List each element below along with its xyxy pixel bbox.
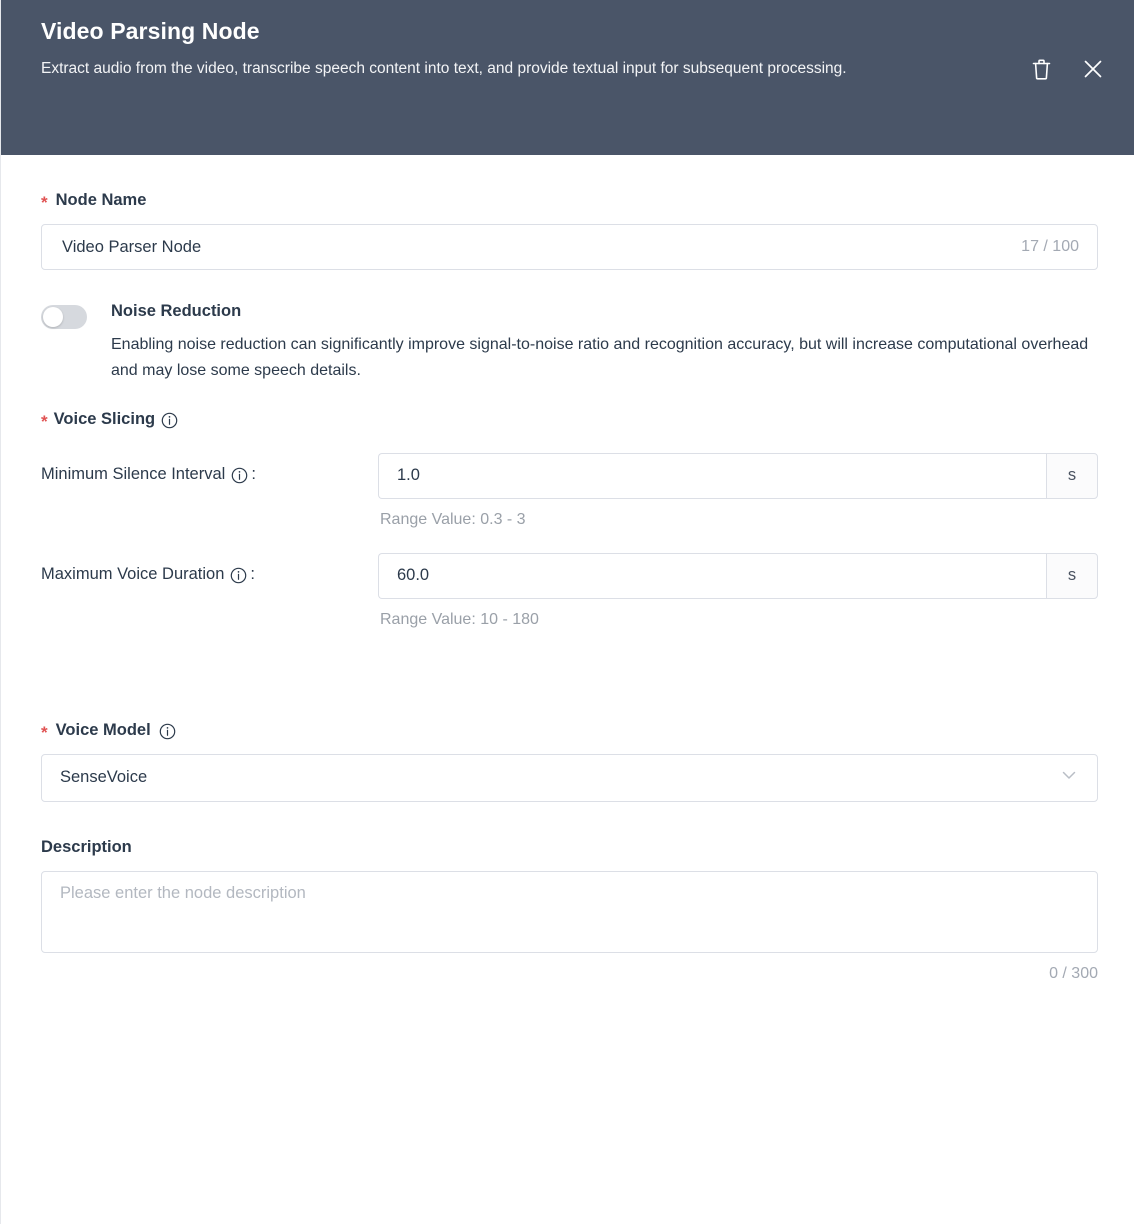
maximum-voice-duration-label [41,553,378,584]
noise-reduction-text [111,302,1098,384]
description-label-text: Description [41,837,132,856]
required-marker: * [41,193,48,212]
minimum-silence-interval-unit: s [1046,453,1098,499]
maximum-voice-duration-label-text: Maximum Voice Duration [41,564,225,583]
voice-model-selected-value: SenseVoice [60,768,148,787]
panel-description: Extract audio from the video, transcribe speech content into text, and provide textual input for subsequent processing. [41,59,847,77]
maximum-voice-duration-row [41,553,1098,629]
info-icon[interactable] [159,723,176,740]
voice-model-label [41,721,1098,740]
noise-reduction-label: Noise Reduction [111,302,242,320]
noise-reduction-row [41,302,1098,384]
chevron-down-icon[interactable] [1059,765,1079,790]
node-name-input[interactable] [60,237,1011,258]
header-actions [1028,56,1106,82]
maximum-voice-duration-hint: Range Value: 10 - 180 [380,610,539,628]
voice-slicing-label-text: Voice Slicing [53,409,156,428]
description-counter: 0 / 300 [1049,964,1098,982]
node-name-label [41,191,1098,210]
minimum-silence-interval-field [378,453,1098,529]
label-colon: : [251,464,256,483]
panel-title: Video Parsing Node [41,18,260,44]
minimum-silence-interval-row [41,453,1098,529]
maximum-voice-duration-unit: s [1046,553,1098,599]
info-icon[interactable] [230,567,247,584]
toggle-knob [43,307,63,327]
label-colon: : [250,564,255,583]
maximum-voice-duration-input[interactable] [378,553,1046,599]
noise-reduction-description: Enabling noise reduction can significantly improve signal-to-noise ratio and recognition accuracy, but will increase computational overhead and may lose some speech details. [111,336,1089,380]
minimum-silence-interval-label-text: Minimum Silence Interval [41,464,226,483]
node-name-counter: 17 / 100 [1021,238,1079,255]
minimum-silence-interval-input-group[interactable] [378,453,1098,499]
maximum-voice-duration-field [378,553,1098,629]
minimum-silence-interval-label [41,453,378,484]
panel-body [1,155,1134,983]
node-name-input-wrapper[interactable] [41,224,1098,270]
voice-model-label-text: Voice Model [55,720,151,739]
minimum-silence-interval-hint: Range Value: 0.3 - 3 [380,510,526,528]
description-textarea[interactable] [41,871,1098,953]
close-icon[interactable] [1080,56,1106,82]
panel-header [1,0,1134,155]
voice-model-select[interactable] [41,754,1098,802]
voice-slicing-label [41,410,1098,429]
required-marker: * [41,411,48,431]
maximum-voice-duration-input-group[interactable] [378,553,1098,599]
info-icon[interactable] [231,467,248,484]
required-marker: * [41,722,48,742]
node-name-label-text: Node Name [55,191,147,209]
minimum-silence-interval-input[interactable] [378,453,1046,499]
noise-reduction-toggle[interactable] [41,305,87,329]
trash-icon[interactable] [1028,56,1054,82]
description-label [41,838,1098,857]
info-icon[interactable] [161,412,178,429]
